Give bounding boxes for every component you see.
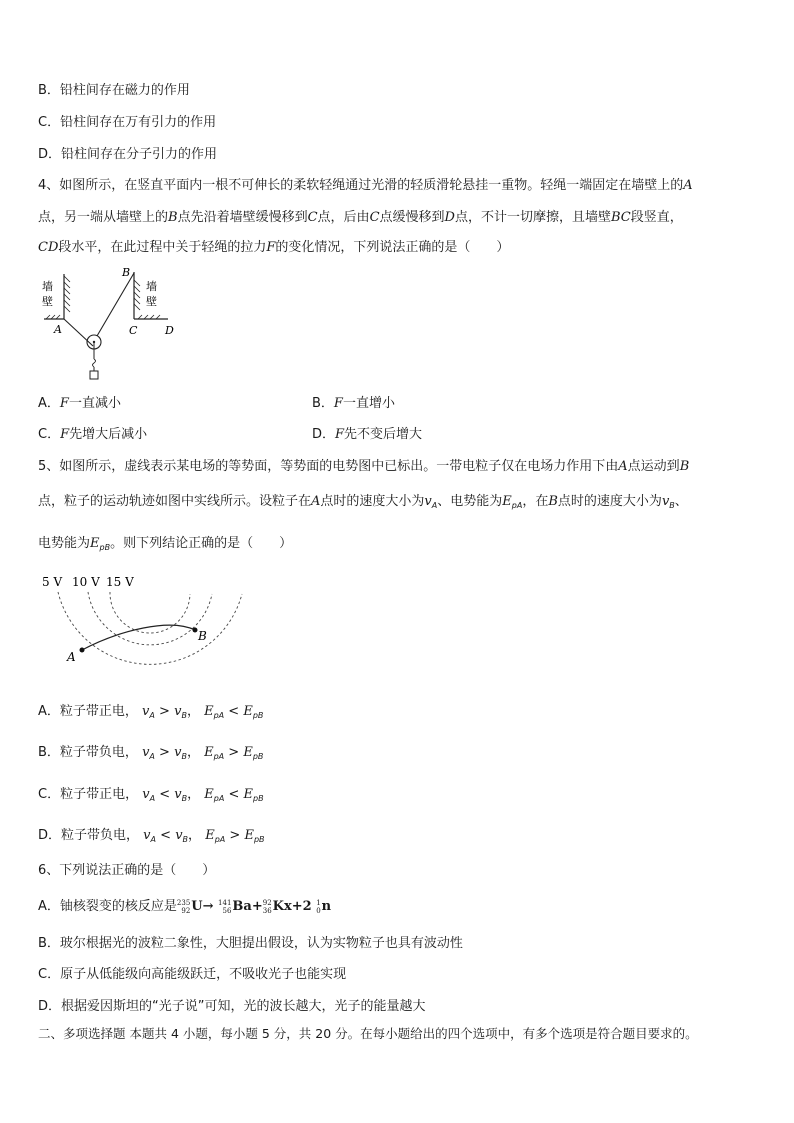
q6-stem: 6、下列说法正确的是（ ） (38, 863, 216, 878)
q4-pulley-figure (36, 264, 186, 384)
wall-label-4: 壁 (146, 295, 157, 308)
potential-label-5v: 5 V (42, 575, 63, 589)
wall-label-1: 墙 (42, 280, 53, 293)
q4-option-a: A．F一直减小 (38, 396, 121, 411)
q5-option-c: C．粒子带正电， $v_A < v_B$， $E_{pA} < E_{pB}$ (38, 787, 264, 803)
q5-option-b: B．粒子带负电， $v_A > v_B$， $E_{pA} > E_{pB}$ (38, 745, 264, 761)
q3-option-b: B．铅柱间存在磁力的作用 (38, 83, 190, 98)
q5-equipotential-figure (40, 572, 250, 672)
q4-stem-line1: 4、如图所示，在竖直平面内一根不可伸长的柔软轻绳通过光滑的轻质滑轮悬挂一重物。轻绳一端固定在墙壁上的A (38, 178, 693, 193)
wall-label-2: 壁 (42, 295, 53, 308)
q5-option-d: D．粒子带负电， $v_A < v_B$， $E_{pA} > E_{pB}$ (38, 828, 265, 844)
q4-option-d: D．F先不变后增大 (312, 427, 423, 442)
q4-option-c: C．F先增大后减小 (38, 427, 148, 442)
q6-option-a: A．铀核裂变的核反应是 235 92 U→ 141 56 Ba+ 92 36 Kx+2 1 0 n (38, 898, 332, 915)
q5-option-a: A．粒子带正电， $v_A > v_B$， $E_{pA} < E_{pB}$ (38, 704, 264, 720)
q5-stem-line3: 电势能为$E_{pB}$。则下列结论正确的是（ ） (38, 536, 293, 552)
point-d-label: D (165, 324, 174, 337)
particle-trajectory (82, 625, 195, 650)
section-2-heading: 二、多项选择题 本题共 4 小题，每小题 5 分，共 20 分。在每小题给出的四个选项中，有多个选项是符合题目要求的。 (38, 1026, 698, 1041)
point-a-label: A (67, 650, 76, 664)
q5-stem-line1: 5、如图所示，虚线表示某电场的等势面，等势面的电势图中已标出。一带电粒子仅在电场力作用下由A点运动到B (38, 459, 690, 474)
q4-stem-line3: CD段水平，在此过程中关于轻绳的拉力F的变化情况，下列说法正确的是（ ） (38, 240, 510, 255)
equipotential-10v (88, 592, 212, 645)
q4-option-b: B．F一直增小 (312, 396, 395, 411)
point-b-label: B (122, 266, 131, 279)
potential-label-10v: 10 V (72, 575, 100, 589)
point-b-label: B (198, 629, 207, 643)
wall-label-3: 墙 (146, 280, 157, 293)
q3-option-d: D．铅柱间存在分子引力的作用 (38, 147, 218, 162)
q3-option-c: C．铅柱间存在万有引力的作用 (38, 115, 217, 130)
point-a-dot (80, 648, 85, 653)
point-c-label: C (129, 324, 138, 337)
point-b-dot (193, 628, 198, 633)
equipotential-5v (58, 592, 242, 664)
q6-option-d: D．根据爱因斯坦的“光子说”可知，光的波长越大，光子的能量越大 (38, 999, 426, 1014)
potential-label-15v: 15 V (106, 575, 134, 589)
point-a-label: A (54, 323, 62, 336)
q4-stem-line2: 点，另一端从墙壁上的B点先沿着墙壁缓慢移到C点，后由C点缓慢移到D点，不计一切摩擦，且墙壁BC段竖直， (38, 210, 683, 225)
q6-option-b: B．玻尔根据光的波粒二象性，大胆提出假设，认为实物粒子也具有波动性 (38, 936, 463, 951)
q5-stem-line2: 点，粒子的运动轨迹如图中实线所示。设粒子在A点时的速度大小为$v_A$、电势能为$E_{pA}$，在B点时的速度大小为$v_B$、 (38, 494, 688, 510)
nuclear-equation: 235 92 U→ 141 56 Ba+ 92 36 Kx+2 1 0 n (176, 898, 332, 915)
q6-option-c: C．原子从低能级向高能级跃迁，不吸收光子也能实现 (38, 967, 347, 982)
